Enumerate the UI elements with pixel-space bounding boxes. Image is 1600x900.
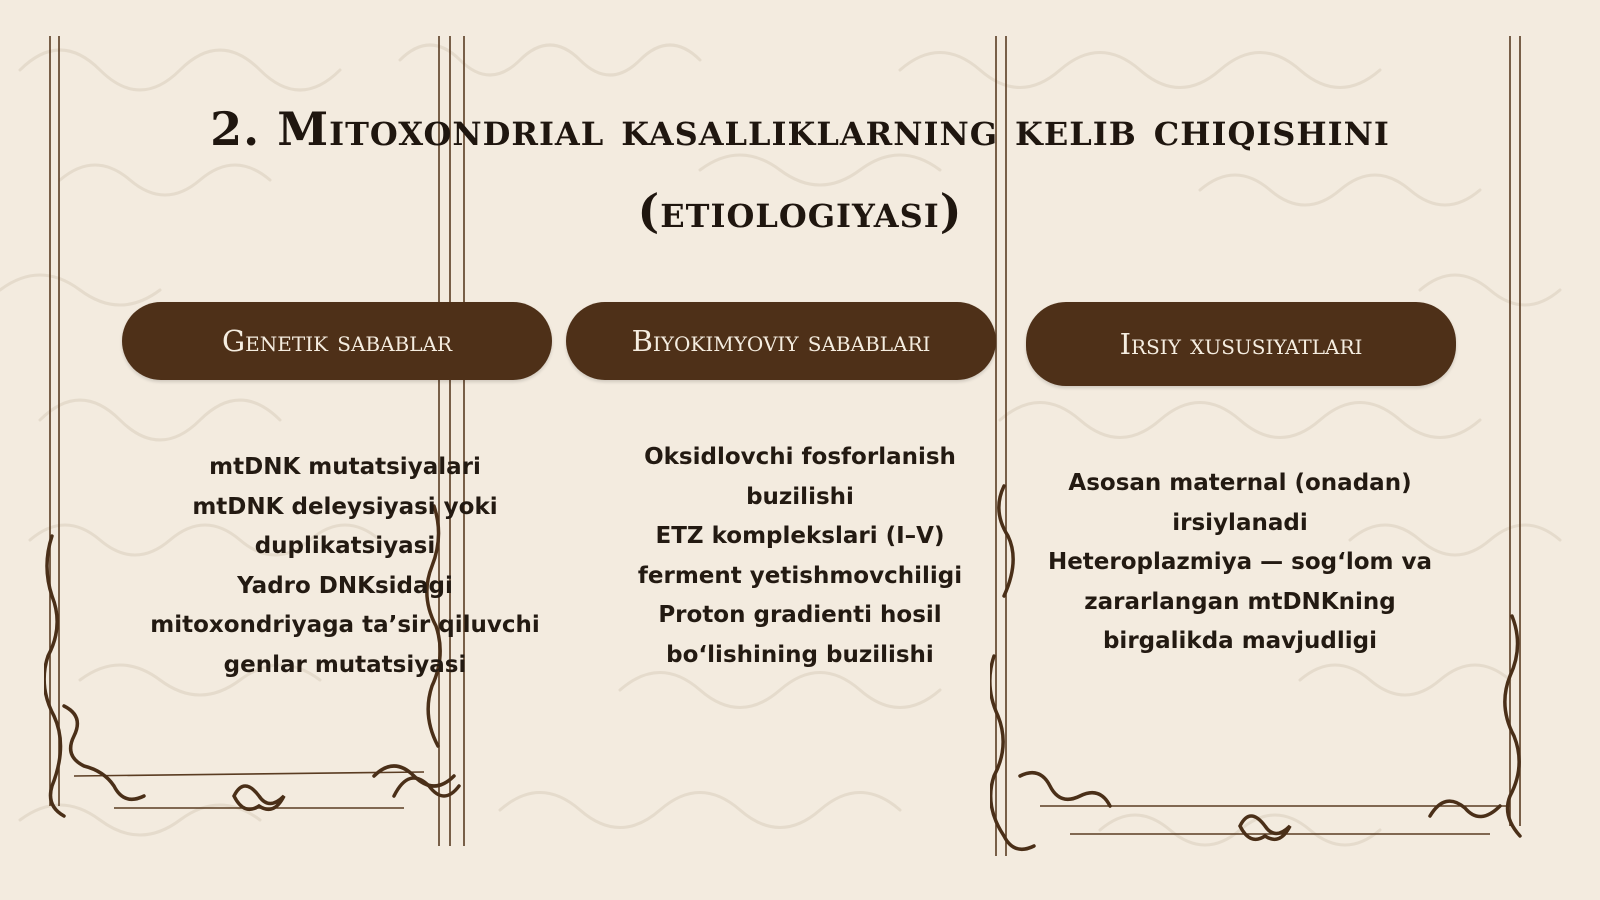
heading-pill-biochemical <box>566 302 996 380</box>
text-line: ETZ komplekslari (I–V) <box>655 523 945 549</box>
text-line: Oksidlovchi fosforlanish <box>644 444 956 470</box>
text-line: ferment yetishmovchiligi <box>637 562 963 589</box>
heading-pill-genetic <box>122 302 552 380</box>
text-line: genlar mutatsiyasi <box>223 651 467 678</box>
text-line: birgalikda mavjudligi <box>1102 628 1378 654</box>
title-line-2: (etiologiyasi) <box>637 184 963 238</box>
slide-title <box>160 88 1440 252</box>
text-line: bo‘lishining buzilishi <box>666 641 934 668</box>
title-line-1: 2. Mitoxondrial kasalliklarning kelib chiqishini <box>210 102 1390 156</box>
text-line: irsiylanadi <box>1172 509 1308 536</box>
text-line: Yadro DNKsidagi <box>237 572 453 599</box>
text-line: Heteroplazmiya — sog‘lom va <box>1047 549 1433 575</box>
text-line: mtDNK mutatsiyalari <box>209 454 481 480</box>
heading-hereditary-label: Irsiy xususiyatlari <box>1119 327 1363 361</box>
text-line: Proton gradienti hosil <box>658 602 942 628</box>
text-line: mitoxondriyaga ta’sir qiluvchi <box>150 612 540 638</box>
biochemical-causes-text <box>600 438 1000 675</box>
text-line: zararlangan mtDNKning <box>1084 588 1396 615</box>
heading-biochemical-label: Biyokimyoviy sabablari <box>631 324 931 358</box>
text-line: duplikatsiyasi <box>254 533 436 559</box>
genetic-causes-text <box>150 448 540 685</box>
heading-genetic-label: Genetik sabablar <box>221 324 453 358</box>
text-line: buzilishi <box>746 483 854 510</box>
hereditary-features-text <box>1040 464 1440 662</box>
text-line: Asosan maternal (onadan) <box>1068 470 1412 496</box>
heading-pill-hereditary <box>1026 302 1456 386</box>
text-line: mtDNK deleysiyasi yoki <box>192 493 498 520</box>
